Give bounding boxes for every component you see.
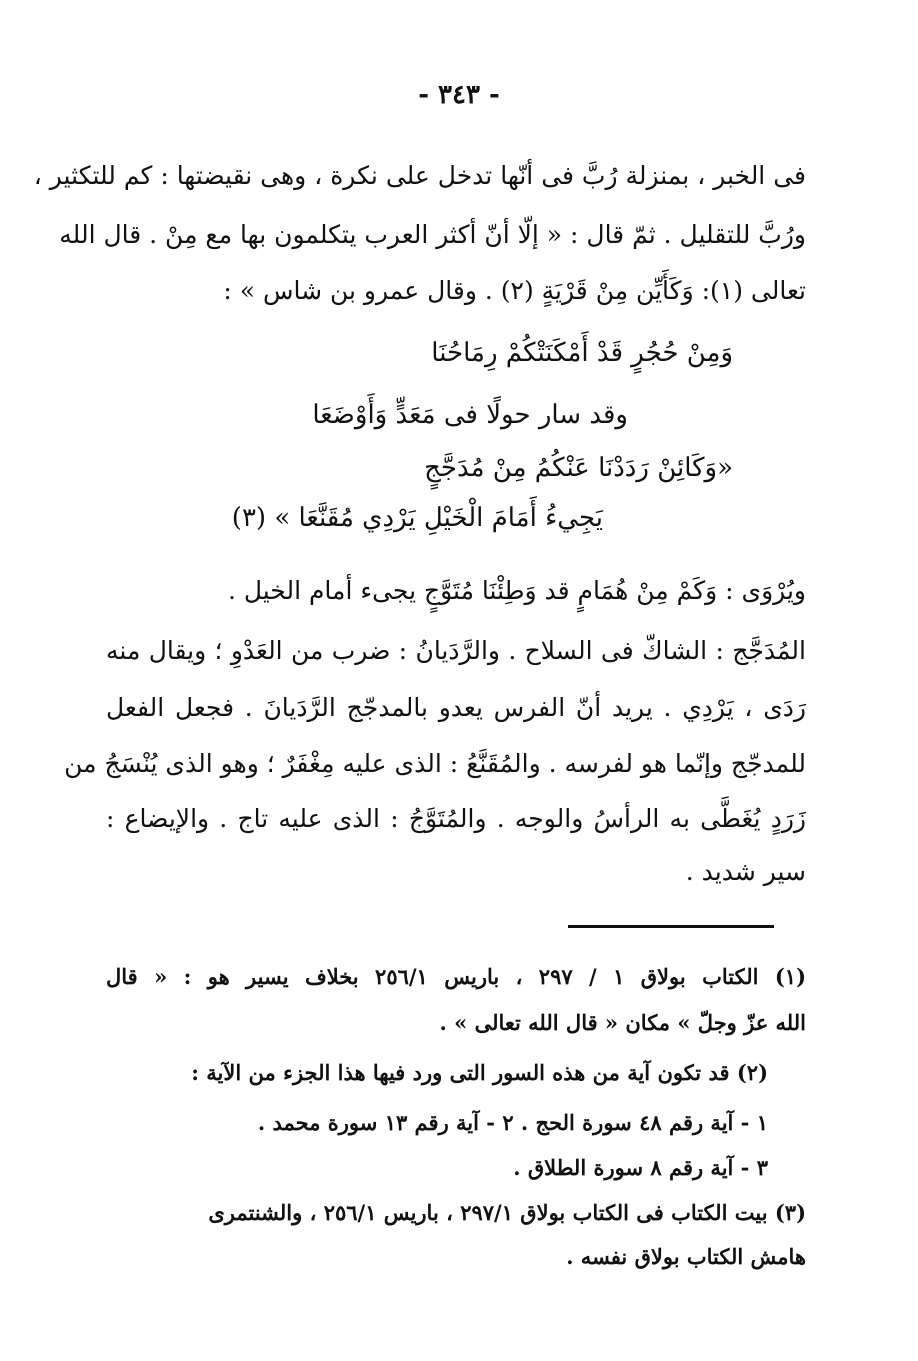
footnote-1-line-1: (١) الكتاب بولاق ١ / ٢٩٧ ، باريس ٢٥٦/١ بخلاف يسير هو : « قال — [106, 964, 806, 989]
body-line-4: ويُرْوَى : وَكَمْ مِنْ هُمَامٍ قد وَطِئْنَا مُتَوَّجٍ يجىء أمام الخيل . — [227, 576, 806, 605]
body-line-7: للمدجّج وإنّما هو لفرسه . والمُقَنَّعُ : الذى عليه مِغْفَرٌ ؛ وهو الذى يُنْسَجُ من — [64, 749, 806, 778]
footnote-2-line-1: (٢) قد تكون آية من هذه السور التى ورد فيها هذا الجزء من الآية : — [191, 1060, 768, 1085]
verse-2-second-hemistich: يَجِيءُ أَمَامَ الْخَيْلِ يَرْدِي مُقَنَّعَا » (٣) — [231, 503, 603, 533]
verse-2-first-hemistich: «وَكَائِنْ رَدَدْنَا عَنْكُمُ مِنْ مُدَجَّجٍ — [424, 453, 733, 483]
body-line-2: ورُبَّ للتقليل . ثمّ قال : « إلّا أنّ أكثر العرب يتكلمون بها مع مِنْ . قال الله — [59, 220, 806, 249]
body-line-3: تعالى (١): وَكَأَيِّن مِنْ قَرْيَةٍ (٢) . وقال عمرو بن شاس » : — [223, 276, 806, 305]
body-line-8: زَرَدٍ يُغَطَّى به الرأسُ والوجه . والمُتَوَّجُ : الذى عليه تاج . والإيضاع : — [106, 804, 806, 833]
footnote-2-line-3: ٣ - آية رقم ٨ سورة الطلاق . — [513, 1155, 768, 1180]
body-line-6: رَدَى ، يَرْدِي . يريد أنّ الفرس يعدو بالمدجّج الرَّدَيانَ . فجعل الفعل — [106, 693, 806, 722]
footnote-3-line-2: هامش الكتاب بولاق نفسه . — [566, 1244, 806, 1269]
footnote-3-line-1: (٣) بيت الكتاب فى الكتاب بولاق ٢٩٧/١ ، باريس ٢٥٦/١ ، والشنتمرى — [208, 1200, 806, 1225]
verse-1-second-hemistich: وقد سار حولًا فى مَعَدٍّ وَأَوْضَعَا — [312, 400, 628, 430]
body-line-9: سير شديد . — [685, 857, 806, 886]
page-number: - ٣٤٣ - — [418, 80, 500, 110]
body-line-5: المُدَجَّج : الشاكّ فى السلاح . والرَّدَيانُ : ضرب من العَدْوِ ؛ ويقال منه — [106, 636, 806, 665]
footnote-2-line-2: ١ - آية رقم ٤٨ سورة الحج . ٢ - آية رقم ١٣ سورة محمد . — [257, 1110, 768, 1135]
verse-1-first-hemistich: وَمِنْ حُجُرٍ قَدْ أَمْكَنَتْكُمْ رِمَاحُنَا — [431, 338, 733, 368]
footnote-1-line-2: الله عزّ وجلّ » مكان « قال الله تعالى » . — [439, 1010, 806, 1035]
body-line-1: فى الخبر ، بمنزلة رُبَّ فى أنّها تدخل على نكرة ، وهى نقيضتها : كم للتكثير ، — [33, 161, 806, 190]
footnote-divider — [568, 925, 774, 928]
